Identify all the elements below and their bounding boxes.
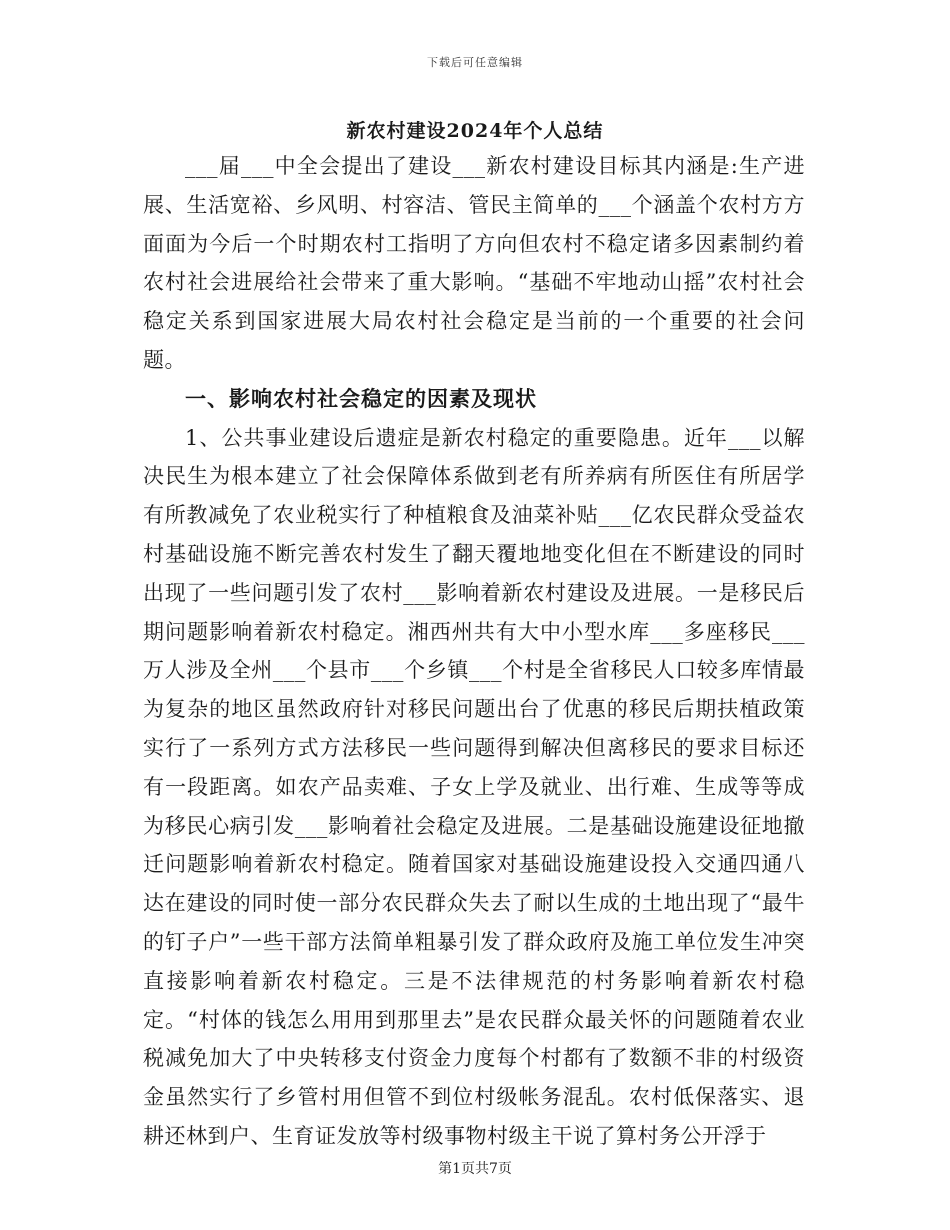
page-number-footer: 第1页共7页 xyxy=(438,1161,512,1177)
section-heading: 一、影响农村社会稳定的因素及现状 xyxy=(185,385,537,411)
section-paragraph: 1、公共事业建设后遗症是新农村稳定的重要隐患。近年___以解决民生为根本建立了社会保障体系做到老有所养病有所医住有所居学有所教减免了农业税实行了种植粮食及油菜补贴___亿农民群众受益农村基础设施不断完善农村发生了翻天覆地地变化但在不断建设的同时出现了一些问题引发了农村___影响着新农村建设及进展。一是移民后期问题影响着新农村稳定。湘西州共有大中小型水库___多座移民___万人涉及全州___个县市___个乡镇___个村是全省移民人口较多库情最为复杂的地区虽然政府针对移民问题出台了优惠的移民后期扶植政策实行了一系列方式方法移民一些问题得到解决但离移民的要求目标还有一段距离。如农产品卖难、子女上学及就业、出行难、生成等等成为移民心病引发___影响着社会稳定及进展。二是基础设施建设征地撤迁问题影响着新农村稳定。随着国家对基础设施建设投入交通四通八达在建设的同时使一部分农民群众失去了耐以生成的土地出现了“最牛的钉子户”一些干部方法简单粗暴引发了群众政府及施工单位发生冲突直接影响着新农村稳定。三是不法律规范的村务影响着新农村稳定。“村体的钱怎么用用到那里去”是农民群众最关怀的问题随着农业税减免加大了中央转移支付资金力度每个村都有了数额不非的村级资金虽然实行了乡管村用但管不到位村级帐务混乱。农村低保落实、退耕还林到户、生育证发放等村级事物村级主干说了算村务公开浮于 xyxy=(143,425,805,1148)
intro-paragraph: ___届___中全会提出了建设___新农村建设目标其内涵是:生产进展、生活宽裕、乡风明、村容洁、管民主简单的___个涵盖个农村方方面面为今后一个时期农村工指明了方向但农村不稳定诸多因素制约着农村社会进展给社会带来了重大影响。“基础不牢地动山摇”农村社会稳定关系到国家进展大局农村社会稳定是当前的一个重要的社会问题。 xyxy=(143,154,805,372)
document-body xyxy=(143,147,805,1156)
document-title: 新农村建设2024年个人总结 xyxy=(346,120,604,142)
page-header-note: 下载后可任意编辑 xyxy=(427,56,523,69)
